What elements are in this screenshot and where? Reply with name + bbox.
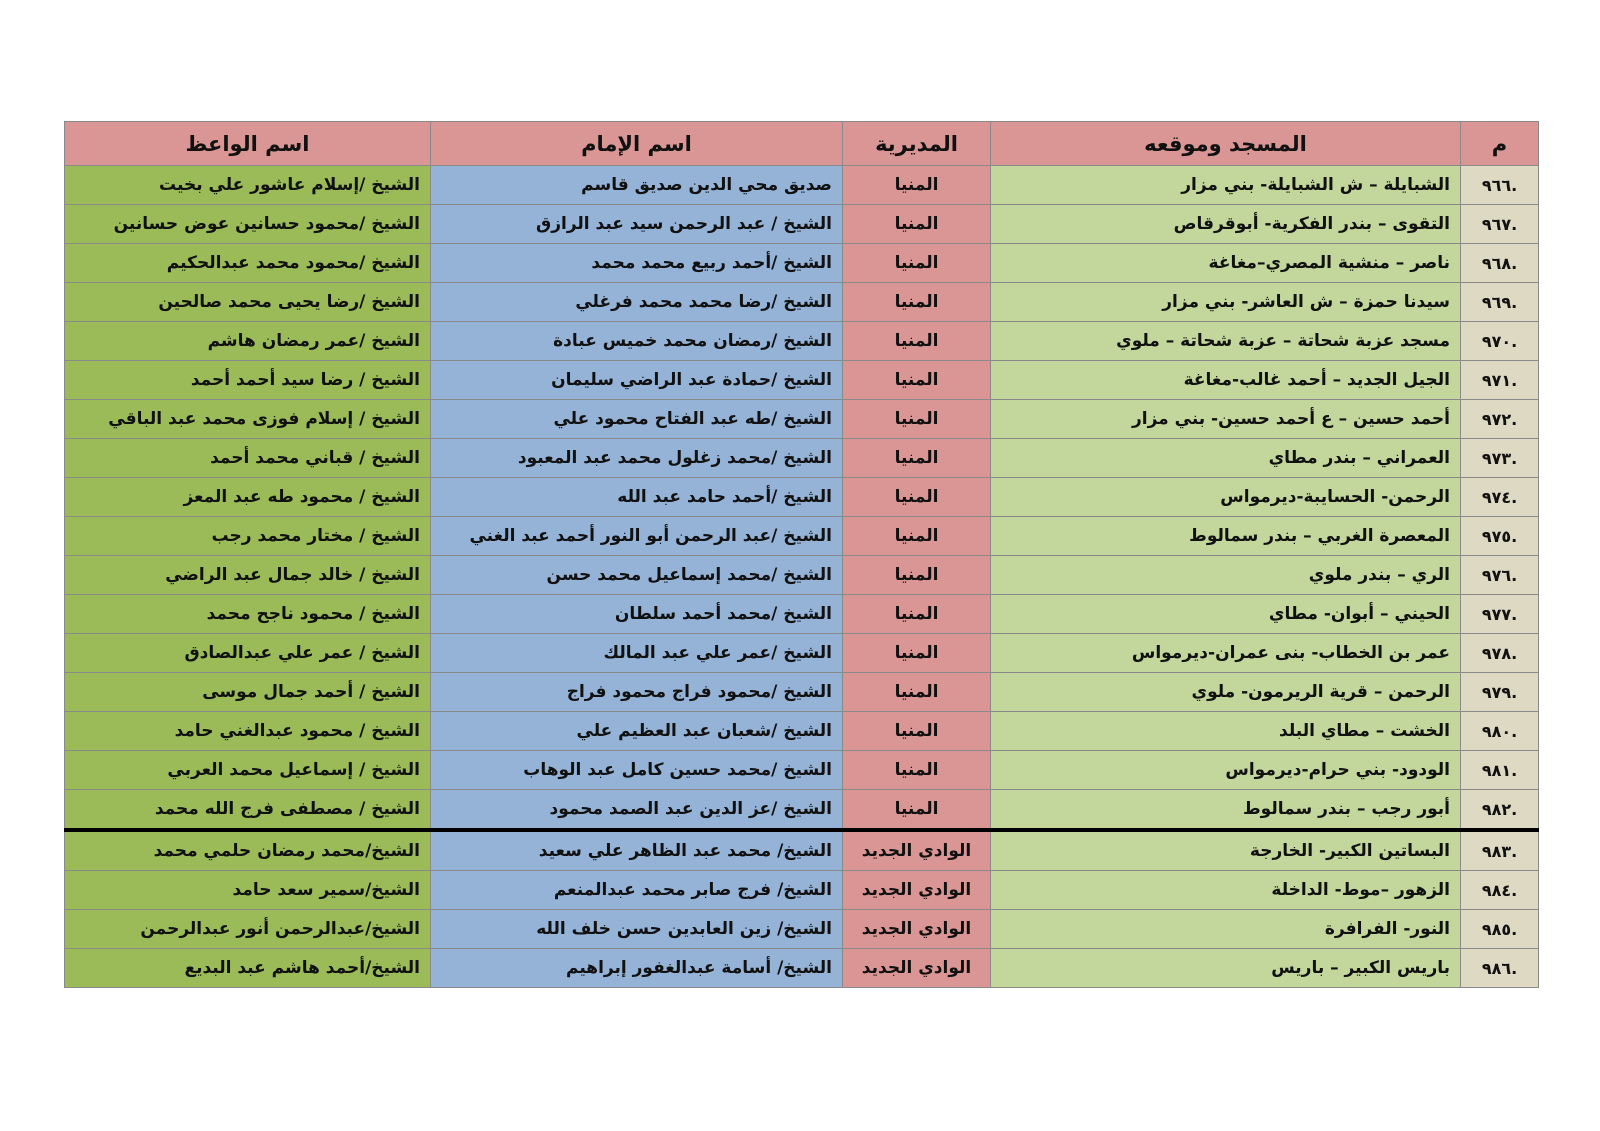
row-directorate: المنيا xyxy=(843,400,991,439)
row-mosque: البساتين الكبير- الخارجة xyxy=(991,830,1461,871)
row-directorate: المنيا xyxy=(843,634,991,673)
row-num: .٩٧٢ xyxy=(1461,400,1539,439)
row-directorate: المنيا xyxy=(843,244,991,283)
row-mosque: الزهور –موط- الداخلة xyxy=(991,871,1461,910)
table-row xyxy=(65,478,1539,517)
row-directorate: الوادي الجديد xyxy=(843,830,991,871)
row-preacher: الشيخ / مصطفى فرج الله محمد xyxy=(65,790,431,831)
row-imam: الشيخ/ محمد عبد الظاهر علي سعيد xyxy=(431,830,843,871)
row-directorate: المنيا xyxy=(843,283,991,322)
row-num: .٩٨٥ xyxy=(1461,910,1539,949)
table-row xyxy=(65,166,1539,205)
row-directorate: المنيا xyxy=(843,751,991,790)
table-row xyxy=(65,712,1539,751)
table-row xyxy=(65,910,1539,949)
row-imam: الشيخ/ زين العابدين حسن خلف الله xyxy=(431,910,843,949)
row-mosque: أحمد حسين – ع أحمد حسين- بني مزار xyxy=(991,400,1461,439)
table-row xyxy=(65,949,1539,988)
row-preacher: الشيخ / إسلام فوزى محمد عبد الباقي xyxy=(65,400,431,439)
table-body xyxy=(65,166,1539,988)
row-imam: الشيخ /حمادة عبد الراضي سليمان xyxy=(431,361,843,400)
row-preacher: الشيخ / مختار محمد رجب xyxy=(65,517,431,556)
table-row xyxy=(65,400,1539,439)
row-imam: الشيخ /شعبان عبد العظيم علي xyxy=(431,712,843,751)
row-num: .٩٦٧ xyxy=(1461,205,1539,244)
row-mosque: باريس الكبير – باريس xyxy=(991,949,1461,988)
row-imam: صديق محي الدين صديق قاسم xyxy=(431,166,843,205)
row-mosque: ناصر – منشية المصري–مغاغة xyxy=(991,244,1461,283)
row-preacher: الشيخ / محمود عبدالغني حامد xyxy=(65,712,431,751)
header-directorate: المديرية xyxy=(843,122,991,166)
table-row xyxy=(65,595,1539,634)
table-row xyxy=(65,205,1539,244)
row-preacher: الشيخ / رضا سيد أحمد أحمد xyxy=(65,361,431,400)
table-row xyxy=(65,871,1539,910)
row-directorate: الوادي الجديد xyxy=(843,910,991,949)
row-imam: الشيخ /طه عبد الفتاح محمود علي xyxy=(431,400,843,439)
table-row xyxy=(65,790,1539,831)
row-directorate: المنيا xyxy=(843,322,991,361)
header-preacher: اسم الواعظ xyxy=(65,122,431,166)
row-num: .٩٧٥ xyxy=(1461,517,1539,556)
row-mosque: سيدنا حمزة – ش العاشر- بني مزار xyxy=(991,283,1461,322)
row-preacher: الشيخ /عمر رمضان هاشم xyxy=(65,322,431,361)
row-num: .٩٨٤ xyxy=(1461,871,1539,910)
row-imam: الشيخ / عبد الرحمن سيد عبد الرازق xyxy=(431,205,843,244)
row-directorate: المنيا xyxy=(843,712,991,751)
mosques-table-container xyxy=(65,121,1539,988)
row-preacher: الشيخ /محمود حسانين عوض حسانين xyxy=(65,205,431,244)
row-imam: الشيخ /محمد أحمد سلطان xyxy=(431,595,843,634)
row-preacher: الشيخ / عمر علي عبدالصادق xyxy=(65,634,431,673)
row-preacher: الشيخ /محمود محمد عبدالحكيم xyxy=(65,244,431,283)
row-imam: الشيخ /أحمد ربيع محمد محمد xyxy=(431,244,843,283)
row-num: .٩٧٦ xyxy=(1461,556,1539,595)
row-imam: الشيخ /رمضان محمد خميس عبادة xyxy=(431,322,843,361)
header-mosque: المسجد وموقعه xyxy=(991,122,1461,166)
row-mosque: النور- الفرافرة xyxy=(991,910,1461,949)
row-directorate: المنيا xyxy=(843,790,991,831)
table-header xyxy=(65,122,1539,166)
row-mosque: الخشت – مطاي البلد xyxy=(991,712,1461,751)
row-num: .٩٨٠ xyxy=(1461,712,1539,751)
row-num: .٩٧٣ xyxy=(1461,439,1539,478)
row-mosque: الحيني – أبوان- مطاي xyxy=(991,595,1461,634)
row-num: .٩٦٦ xyxy=(1461,166,1539,205)
row-imam: الشيخ /محمد حسين كامل عبد الوهاب xyxy=(431,751,843,790)
table-row xyxy=(65,673,1539,712)
row-imam: الشيخ /محمود فراج محمود فراج xyxy=(431,673,843,712)
row-directorate: الوادي الجديد xyxy=(843,949,991,988)
row-mosque: أبور رجب – بندر سمالوط xyxy=(991,790,1461,831)
row-num: .٩٧٧ xyxy=(1461,595,1539,634)
table-row xyxy=(65,322,1539,361)
row-directorate: المنيا xyxy=(843,361,991,400)
row-imam: الشيخ/ فرج صابر محمد عبدالمنعم xyxy=(431,871,843,910)
row-preacher: الشيخ /رضا يحيى محمد صالحين xyxy=(65,283,431,322)
row-mosque: الرحمن- الحسايبة-ديرمواس xyxy=(991,478,1461,517)
row-preacher: الشيخ/أحمد هاشم عبد البديع xyxy=(65,949,431,988)
row-directorate: المنيا xyxy=(843,517,991,556)
table-row xyxy=(65,283,1539,322)
table-row xyxy=(65,439,1539,478)
row-mosque: عمر بن الخطاب- بنى عمران-ديرمواس xyxy=(991,634,1461,673)
row-mosque: الشبايلة – ش الشبايلة- بني مزار xyxy=(991,166,1461,205)
row-num: .٩٨٢ xyxy=(1461,790,1539,831)
row-mosque: المعصرة الغربي – بندر سمالوط xyxy=(991,517,1461,556)
row-imam: الشيخ /محمد إسماعيل محمد حسن xyxy=(431,556,843,595)
row-imam: الشيخ /عز الدين عبد الصمد محمود xyxy=(431,790,843,831)
row-preacher: الشيخ / محمود ناجح محمد xyxy=(65,595,431,634)
row-num: .٩٨١ xyxy=(1461,751,1539,790)
row-directorate: المنيا xyxy=(843,673,991,712)
row-mosque: الودود- بني حرام-ديرمواس xyxy=(991,751,1461,790)
row-preacher: الشيخ / محمود طه عبد المعز xyxy=(65,478,431,517)
row-num: .٩٧٠ xyxy=(1461,322,1539,361)
row-directorate: المنيا xyxy=(843,205,991,244)
row-imam: الشيخ /رضا محمد محمد فرغلي xyxy=(431,283,843,322)
row-directorate: الوادي الجديد xyxy=(843,871,991,910)
table-row xyxy=(65,634,1539,673)
row-preacher: الشيخ/عبدالرحمن أنور عبدالرحمن xyxy=(65,910,431,949)
header-num: م xyxy=(1461,122,1539,166)
row-num: .٩٧٩ xyxy=(1461,673,1539,712)
row-mosque: العمراني – بندر مطاي xyxy=(991,439,1461,478)
table-row xyxy=(65,361,1539,400)
row-directorate: المنيا xyxy=(843,595,991,634)
row-num: .٩٦٨ xyxy=(1461,244,1539,283)
row-mosque: مسجد عزبة شحاتة – عزبة شحاتة – ملوي xyxy=(991,322,1461,361)
row-mosque: الجيل الجديد – أحمد غالب-مغاغة xyxy=(991,361,1461,400)
header-row xyxy=(65,122,1539,166)
row-preacher: الشيخ / قباني محمد أحمد xyxy=(65,439,431,478)
mosques-table xyxy=(64,121,1539,988)
row-imam: الشيخ /عمر علي عبد المالك xyxy=(431,634,843,673)
row-directorate: المنيا xyxy=(843,166,991,205)
row-directorate: المنيا xyxy=(843,478,991,517)
row-preacher: الشيخ / أحمد جمال موسى xyxy=(65,673,431,712)
row-imam: الشيخ /محمد زغلول محمد عبد المعبود xyxy=(431,439,843,478)
row-preacher: الشيخ / خالد جمال عبد الراضي xyxy=(65,556,431,595)
row-num: .٩٧٤ xyxy=(1461,478,1539,517)
row-mosque: الرحمن – قرية الريرمون- ملوي xyxy=(991,673,1461,712)
table-row xyxy=(65,244,1539,283)
row-preacher: الشيخ/سمير سعد حامد xyxy=(65,871,431,910)
row-num: .٩٧١ xyxy=(1461,361,1539,400)
row-num: .٩٨٦ xyxy=(1461,949,1539,988)
row-imam: الشيخ /عبد الرحمن أبو النور أحمد عبد الغني xyxy=(431,517,843,556)
row-imam: الشيخ /أحمد حامد عبد الله xyxy=(431,478,843,517)
table-row xyxy=(65,517,1539,556)
row-num: .٩٧٨ xyxy=(1461,634,1539,673)
row-directorate: المنيا xyxy=(843,556,991,595)
row-preacher: الشيخ / إسماعيل محمد العربي xyxy=(65,751,431,790)
row-num: .٩٦٩ xyxy=(1461,283,1539,322)
row-imam: الشيخ/ أسامة عبدالغفور إبراهيم xyxy=(431,949,843,988)
row-preacher: الشيخ /إسلام عاشور علي بخيت xyxy=(65,166,431,205)
table-row xyxy=(65,751,1539,790)
row-mosque: الري – بندر ملوي xyxy=(991,556,1461,595)
row-mosque: التقوى – بندر الفكرية- أبوقرقاص xyxy=(991,205,1461,244)
row-num: .٩٨٣ xyxy=(1461,830,1539,871)
header-imam: اسم الإمام xyxy=(431,122,843,166)
row-directorate: المنيا xyxy=(843,439,991,478)
table-row xyxy=(65,556,1539,595)
row-preacher: الشيخ/محمد رمضان حلمي محمد xyxy=(65,830,431,871)
table-row xyxy=(65,830,1539,871)
